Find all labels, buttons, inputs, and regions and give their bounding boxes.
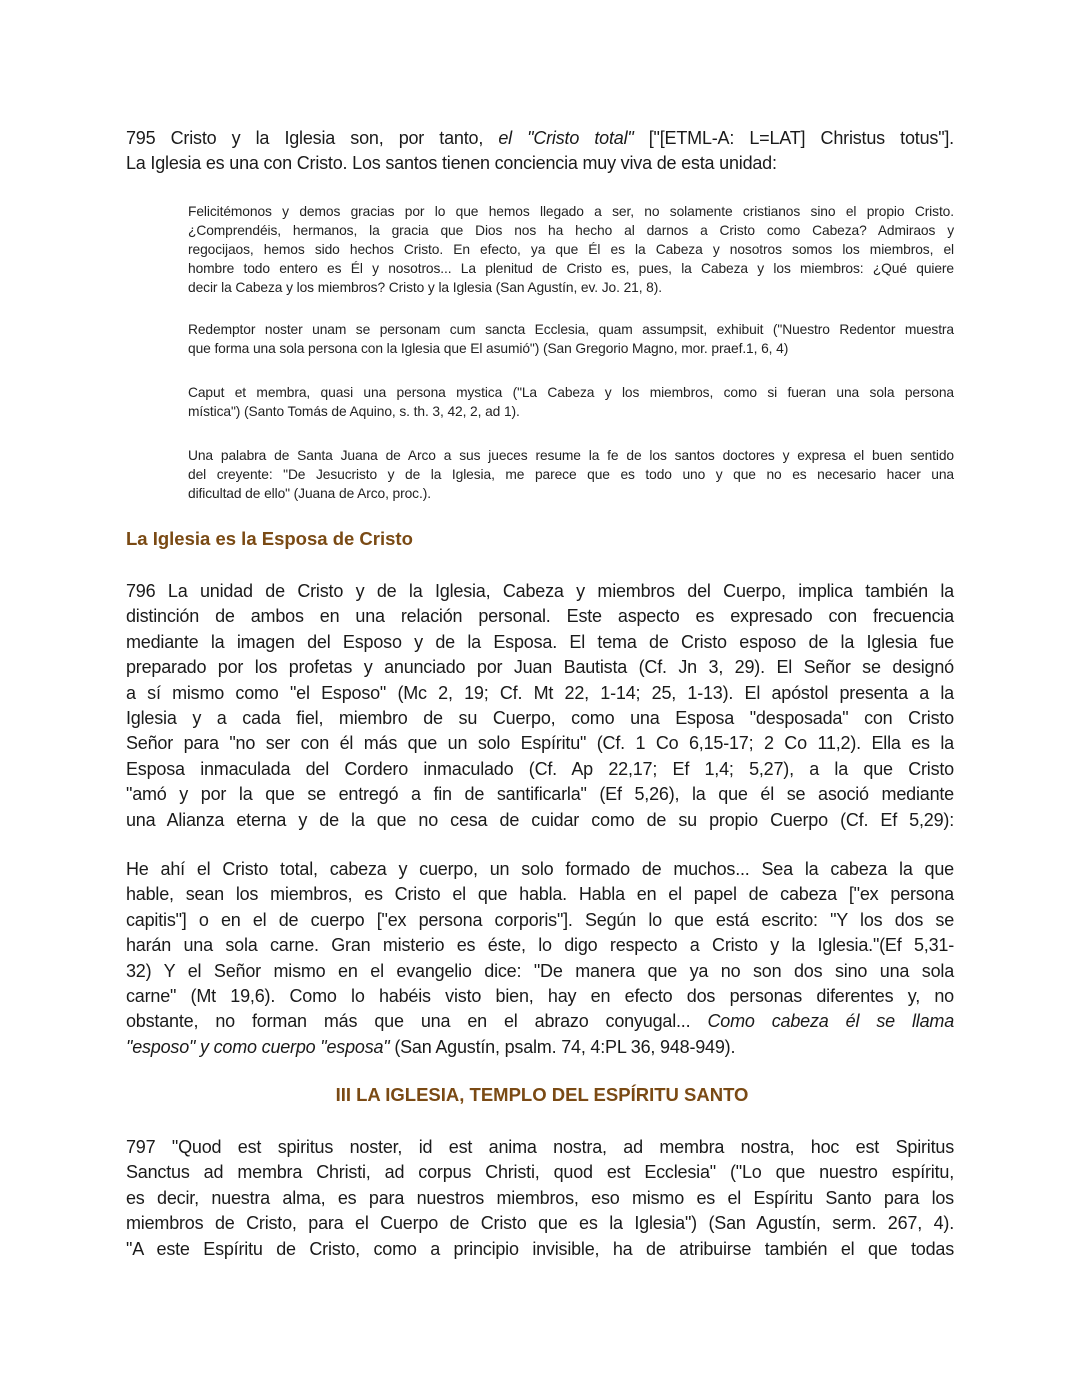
- text-segment: del creyente: "De Jesucristo y de la Iglesia, me parece que es todo uno y que no es necesario hacer una: [188, 467, 954, 482]
- text-line: [188, 278, 954, 297]
- text-line: [126, 782, 954, 807]
- paragraph-795: [126, 126, 954, 177]
- text-segment: "amó y por la que se entregó a fin de santificarla" (Ef 5,26), la que él se asoció mediante: [126, 784, 954, 805]
- text-segment: He ahí el Cristo total, cabeza y cuerpo, un solo formado de muchos... Sea la cabeza la que: [126, 859, 954, 879]
- text-segment: 32) Y el Señor mismo en el evangelio dice: "De manera que ya no son dos sino una sola: [126, 960, 954, 981]
- text-segment: a sí mismo como "el Esposo" (Mc 2, 19; Cf. Mt 22, 1-14; 25, 1-13). El apóstol presenta a la: [126, 682, 954, 703]
- text-line: [126, 857, 954, 882]
- text-segment: Señor para "no ser con él más que un solo Espíritu" (Cf. 1 Co 6,15-17; 2 Co 11,2). Ella es la: [126, 733, 954, 754]
- text-segment: harán una sola carne. Gran misterio es éste, lo digo respecto a Cristo y la Iglesia."(Ef 5,31-: [126, 935, 954, 956]
- text-segment: Sanctus ad membra Christi, ad corpus Christi, quod est Ecclesia" ("Lo que nuestro espíritu,: [126, 1162, 954, 1183]
- text-segment: miembros de Cristo, para el Cuerpo de Cristo que es la Iglesia") (San Agustín, serm. 267, 4).: [126, 1213, 954, 1234]
- text-segment: Caput et membra, quasi una persona mystica ("La Cabeza y los miembros, como si fueran una sola persona: [188, 385, 954, 400]
- text-line: [126, 757, 954, 782]
- text-segment: capitis"] o en el de cuerpo ["ex persona corporis"]. Según lo que está escrito: "Y los dos se: [126, 909, 954, 930]
- text-line: [126, 151, 954, 176]
- text-line: [126, 1211, 954, 1236]
- text-segment: 796 La unidad de Cristo y de la Iglesia, Cabeza y miembros del Cuerpo, implica también la: [126, 581, 954, 601]
- text-segment: mística") (Santo Tomás de Aquino, s. th. 3, 42, 2, ad 1).: [188, 404, 520, 419]
- text-segment: hombre todo entero es Él y nosotros... La plenitud de Cristo es, pues, la Cabeza y los miembros: ¿Qué quiere: [188, 261, 954, 276]
- text-segment: Iglesia y a cada fiel, miembro de su Cuerpo, como una Esposa "desposada" con Cristo: [126, 708, 954, 729]
- text-segment: preparado por los profetas y anunciado por Juan Bautista (Cf. Jn 3, 29). El Señor se designó: [126, 657, 954, 678]
- text-segment: hable, sean los miembros, es Cristo el que habla. Habla en el papel de cabeza ["ex persona: [126, 884, 954, 905]
- quote-san-agustin: [188, 202, 954, 297]
- text-line: [188, 240, 954, 259]
- text-segment: 795 Cristo y la Iglesia son, por tanto,: [126, 128, 499, 148]
- text-line: [188, 339, 954, 358]
- section-heading-esposa: La Iglesia es la Esposa de Cristo: [126, 528, 413, 549]
- text-segment: obstante, no forman más que una en el abrazo conyugal...: [126, 1011, 708, 1032]
- text-line: [126, 604, 954, 629]
- text-line: [188, 320, 954, 339]
- text-segment: (San Agustín, psalm. 74, 4:PL 36, 948-949).: [389, 1036, 736, 1057]
- text-segment: mediante la imagen del Esposo y de la Esposa. El tema de Cristo esposo de la Iglesia fue: [126, 631, 954, 652]
- text-line: [188, 446, 954, 465]
- text-line: [126, 959, 954, 984]
- text-segment: 797 "Quod est spiritus noster, id est anima nostra, ad membra nostra, hoc est Spiritus: [126, 1137, 954, 1157]
- text-line: [126, 1009, 954, 1034]
- text-segment: una Alianza eterna y de la que no cesa de cuidar como de su propio Cuerpo (Cf. Ef 5,29):: [126, 809, 954, 830]
- text-line: [126, 882, 954, 907]
- text-line: [126, 731, 954, 756]
- text-line: [188, 259, 954, 278]
- text-line: [126, 984, 954, 1009]
- text-line: [188, 221, 954, 240]
- text-segment: Redemptor noster unam se personam cum sancta Ecclesia, quam assumpsit, exhibuit ("Nuestro Redentor muestra: [188, 322, 954, 337]
- paragraph-797: [126, 1135, 954, 1262]
- text-line: [126, 1160, 954, 1185]
- text-segment: Felicitémonos y demos gracias por lo que hemos llegado a ser, no solamente cristianos sino el propio Cristo.: [188, 204, 954, 219]
- text-line: [126, 681, 954, 706]
- quote-san-gregorio: [188, 320, 954, 358]
- text-line: [126, 126, 954, 151]
- italic-text: "esposo" y como cuerpo "esposa": [126, 1036, 390, 1057]
- section-heading-templo: III LA IGLESIA, TEMPLO DEL ESPÍRITU SANTO: [335, 1084, 749, 1105]
- italic-text: Como cabeza él se llama: [707, 1011, 955, 1032]
- text-line: [126, 1237, 954, 1262]
- text-line: [126, 1135, 954, 1160]
- quote-juana-de-arco: [188, 446, 954, 503]
- text-line: [126, 706, 954, 731]
- text-line: [188, 383, 954, 402]
- text-line: [126, 655, 954, 680]
- italic-text: el "Cristo total": [498, 128, 634, 148]
- text-segment: Una palabra de Santa Juana de Arco a sus jueces resume la fe de los santos doctores y expresa el buen sentido: [188, 448, 954, 463]
- quote-santo-tomas: [188, 383, 954, 421]
- text-line: [126, 630, 954, 655]
- text-line: [188, 484, 954, 503]
- text-line: [188, 465, 954, 484]
- text-line: [126, 808, 954, 833]
- text-segment: Esposa inmaculada del Cordero inmaculado (Cf. Ap 22,17; Ef 1,4; 5,27), a la que Cristo: [126, 758, 954, 779]
- text-segment: dificultad de ello" (Juana de Arco, proc.).: [188, 486, 431, 501]
- text-segment: regocijaos, hemos sido hechos Cristo. En efecto, ya que Él es la Cabeza y nosotros somos los miembros, el: [188, 242, 954, 257]
- text-line: [188, 202, 954, 221]
- text-segment: "A este Espíritu de Cristo, como a principio invisible, ha de atribuirse también el que todas: [126, 1238, 954, 1259]
- text-line: [126, 908, 954, 933]
- text-segment: es decir, nuestra alma, es para nuestros miembros, eso mismo es el Espíritu Santo para los: [126, 1187, 954, 1208]
- text-line: [126, 579, 954, 604]
- paragraph-796: [126, 579, 954, 833]
- text-segment: decir la Cabeza y los miembros? Cristo y la Iglesia (San Agustín, ev. Jo. 21, 8).: [188, 280, 662, 295]
- text-segment: distinción de ambos en una relación personal. Este aspecto es expresado con frecuencia: [126, 606, 954, 627]
- text-segment: ["[ETML-A: L=LAT] Christus totus"].: [633, 128, 954, 148]
- text-line: [188, 402, 954, 421]
- text-line: [126, 1035, 954, 1060]
- text-line: [126, 1186, 954, 1211]
- text-segment: carne" (Mt 19,6). Como lo habéis visto bien, hay en efecto dos personas diferentes y, no: [126, 986, 954, 1007]
- text-line: [126, 933, 954, 958]
- text-segment: ¿Comprendéis, hermanos, la gracia que Dios nos ha hecho al darnos a Cristo como Cabeza? Admiraos y: [188, 223, 954, 238]
- text-segment: que forma una sola persona con la Iglesia que El asumió") (San Gregorio Magno, mor. praef.1, 6, 4): [188, 341, 789, 356]
- paragraph-cristo-total: [126, 857, 954, 1060]
- text-segment: La Iglesia es una con Cristo. Los santos tienen conciencia muy viva de esta unidad:: [126, 153, 777, 174]
